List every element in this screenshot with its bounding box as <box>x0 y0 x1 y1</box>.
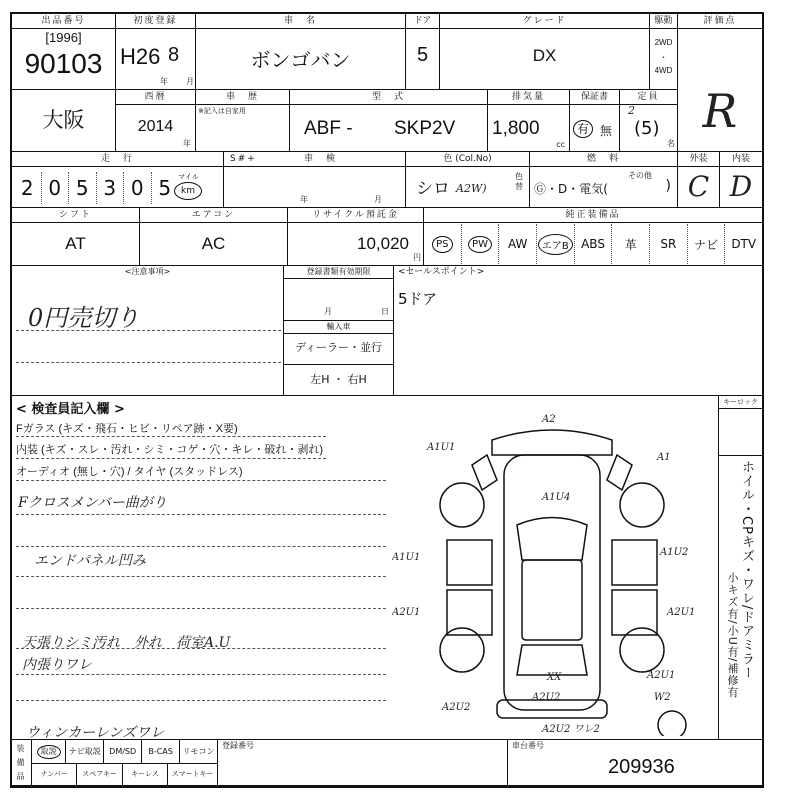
fglass-line: Fガラス (キズ・飛石・ヒビ・リペア跡・X要) <box>16 423 238 435</box>
footer-item: ナンバー <box>32 763 77 786</box>
displacement-unit: cc <box>556 140 565 149</box>
first-reg-month: 8 <box>168 44 180 66</box>
chassis-cell <box>508 740 762 786</box>
side-text-2: 小キズ有/小U有/補修有 <box>726 572 739 699</box>
capacity: (5) <box>634 118 660 139</box>
model-cell <box>290 90 488 152</box>
caution-cell <box>12 266 284 396</box>
hand-note: 天張りシミ汚れ 外れ 荷室A.U <box>22 635 231 651</box>
damage-label: A2U1 <box>392 607 421 618</box>
inspector-line <box>16 576 386 577</box>
equipment-list <box>424 224 762 264</box>
equipment-label: PW <box>468 236 492 253</box>
inspector-title: < 検査員記入欄 > <box>16 402 125 417</box>
car-windshield <box>517 518 587 561</box>
capacity-label: 定員 <box>620 90 677 105</box>
damage-label: A2U1 <box>667 607 696 618</box>
caution-line <box>16 362 281 363</box>
inspector-line <box>16 514 386 515</box>
lot-number: 90103 <box>24 48 103 79</box>
interior-label: 内装 <box>720 152 762 167</box>
lot-cell <box>12 14 116 90</box>
footer-equip-label-cell <box>12 740 32 786</box>
warranty-no: 無 <box>600 124 613 138</box>
ac-cell <box>140 208 288 266</box>
year: 2014 <box>137 118 174 135</box>
spare-tire <box>658 711 686 736</box>
recycle: 10,020 <box>357 234 409 253</box>
docs-day: 日 <box>381 307 389 316</box>
history-cell <box>196 90 290 152</box>
footer-item: スマートキー <box>171 770 214 778</box>
docs-month: 月 <box>324 307 332 316</box>
side-text-box <box>718 456 762 740</box>
warranty-label: 保証書 <box>570 90 619 105</box>
hand-note: 内張りワレ <box>22 657 92 673</box>
equipment-item <box>575 224 613 264</box>
right-side-front <box>612 540 657 585</box>
displacement: 1,800 <box>492 118 540 139</box>
model-prefix: ABF - <box>304 118 353 139</box>
fuel-options: Ⓖ・D・電気( <box>534 182 608 196</box>
car-name-cell <box>196 14 406 90</box>
grade-label: グレード <box>440 14 649 29</box>
shaken-month-unit: 月 <box>374 195 382 204</box>
first-reg-month-unit: 月 <box>186 77 194 86</box>
key-lock-box <box>718 396 762 456</box>
equipment-label: DTV <box>731 237 757 251</box>
equipment-label: SR <box>660 237 677 251</box>
equipment-item <box>725 224 762 264</box>
mileage-digit: 5 <box>69 172 97 204</box>
car-diagram <box>392 410 712 736</box>
mileage-digit: 0 <box>124 172 152 204</box>
inspector-line <box>16 608 386 609</box>
interior-cell <box>720 152 762 208</box>
damage-label: A1U4 <box>542 492 571 503</box>
shaken-label: 車 検 <box>304 154 338 164</box>
equipment-label: 純正装備品 <box>424 208 762 223</box>
sales-label: <セールスポイント> <box>398 267 485 277</box>
damage-label: A1U1 <box>392 552 421 563</box>
shaken-year-unit: 年 <box>300 195 308 204</box>
first-reg-era: H26 <box>120 44 161 69</box>
grade: DX <box>532 46 557 65</box>
damage-label: A2U2 <box>442 702 471 713</box>
equipment-item <box>688 224 726 264</box>
caution-label: <注意事項> <box>124 267 171 276</box>
ac: AC <box>201 234 226 253</box>
shift-label: シフト <box>12 208 139 223</box>
shaken-cell <box>224 152 406 208</box>
drive-cell <box>650 14 678 90</box>
color: シロ <box>416 179 450 199</box>
import-label: 輸入車 <box>284 320 393 334</box>
drive-label: 駆動 <box>650 14 677 29</box>
first-reg-year-unit: 年 <box>160 77 168 86</box>
footer-item: DM/SD <box>104 740 142 763</box>
lot-year: [1996] <box>45 30 82 45</box>
caution-line <box>16 330 281 331</box>
equipment-item <box>612 224 650 264</box>
steering-choice: 左H ・ 右H <box>310 373 367 386</box>
docs-label: 登録書類有効期限 <box>284 266 393 279</box>
footer-equip-grid <box>32 740 218 786</box>
history-label: 車 歴 <box>196 90 289 105</box>
score-cell <box>678 14 762 152</box>
displacement-label: 排気量 <box>488 90 569 105</box>
mileage-unit-km: km <box>174 182 202 200</box>
equipment-label: AW <box>507 237 528 251</box>
left-mirror <box>472 455 497 490</box>
car-rear-window <box>517 645 587 675</box>
mileage-digit: 2 <box>14 172 42 204</box>
region-cell <box>12 90 116 152</box>
dealer-choice: ディーラー・並行 <box>284 332 393 365</box>
reg-cell <box>218 740 508 786</box>
seisei-label: S#+ <box>224 152 405 167</box>
mileage-digit: 0 <box>42 172 70 204</box>
left-side-front <box>447 540 492 585</box>
key-lock-label: キーロック <box>719 396 762 409</box>
history-note: ※記入は自家用 <box>198 107 246 115</box>
model-code: SKP2V <box>394 118 456 139</box>
equipment-item <box>424 224 462 264</box>
wheel-front-left <box>440 483 484 527</box>
damage-label: W2 <box>654 692 671 703</box>
inspector-area <box>12 396 762 740</box>
mileage-label: 走 行 <box>12 152 223 167</box>
footer-item: ナビ取説 <box>66 740 104 763</box>
car-name: ボンゴバン <box>250 50 351 72</box>
shift: AT <box>65 234 86 253</box>
shift-cell <box>12 208 140 266</box>
warranty-cell <box>570 90 620 152</box>
sales-point: 5ドア <box>398 290 438 308</box>
color-change-label: 色替 <box>515 172 523 191</box>
recycle-cell <box>288 208 424 266</box>
footer-equip-label: 装備品 <box>16 744 25 781</box>
car-front-bumper <box>492 430 612 455</box>
footer-item: キーレス <box>123 763 168 786</box>
fuel-label: 燃 料 <box>530 152 677 167</box>
inspector-line <box>16 436 326 437</box>
lot-label: 出品番号 <box>12 14 115 29</box>
doors-label: ドア <box>406 14 439 29</box>
footer-item <box>32 740 66 763</box>
first-reg-cell <box>116 14 196 90</box>
auction-sheet <box>10 12 764 788</box>
fuel-other: その他 <box>628 171 652 180</box>
footer-item: B-CAS <box>142 740 180 763</box>
ac-label: エアコン <box>140 208 287 223</box>
year-unit: 年 <box>183 139 191 148</box>
footer-item: リモコン <box>182 747 215 756</box>
first-reg-label: 初度登録 <box>116 14 195 29</box>
damage-label: A2U2 ワレ2 <box>542 724 600 735</box>
footer-item: スペアキー <box>77 763 122 786</box>
equipment-label: ナビ <box>694 237 719 252</box>
mileage-digit: 5 <box>158 176 172 200</box>
wheel-front-right <box>620 483 664 527</box>
equipment-label: エアB <box>538 234 573 255</box>
doors-cell <box>406 14 440 90</box>
color-cell <box>406 152 530 208</box>
damage-label: A2 <box>542 414 556 425</box>
right-mirror <box>607 455 632 490</box>
score-label: 評価点 <box>678 14 762 29</box>
drive-4wd: 4WD <box>654 66 673 75</box>
inspector-line <box>16 458 326 459</box>
car-roof <box>522 560 582 640</box>
recycle-yen: 円 <box>413 253 421 262</box>
region: 大阪 <box>42 109 85 132</box>
equipment-label: ABS <box>581 237 605 251</box>
exterior-cell <box>678 152 720 208</box>
left-side-rear <box>447 590 492 635</box>
equipment-item <box>462 224 500 264</box>
hand-note: Fクロスメンバー曲がり <box>18 495 167 511</box>
hand-note: ウィンカーレンズワレ <box>26 725 165 741</box>
equipment-cell <box>424 208 762 266</box>
caution-hand: 0円売切り <box>28 304 140 332</box>
equipment-label: PS <box>432 236 452 253</box>
inspector-line <box>16 546 386 547</box>
color-label: 色 (Col.No) <box>406 152 529 167</box>
damage-label: A1U2 <box>660 547 689 558</box>
mileage-unit-mile: マイル <box>178 173 199 181</box>
damage-label: A2U2 <box>532 692 561 703</box>
audio-tire-line: オーディオ (無し・穴) / タイヤ (スタッドレス) <box>16 466 243 478</box>
equipment-item <box>537 224 575 264</box>
displacement-cell <box>488 90 570 152</box>
damage-label: A2U1 <box>647 670 676 681</box>
model-label: 型 式 <box>290 90 487 105</box>
inspector-line <box>16 480 386 481</box>
year-cell <box>116 90 196 152</box>
damage-label: A1U1 <box>427 442 456 453</box>
right-side-rear <box>612 590 657 635</box>
car-name-label: 車 名 <box>196 14 405 29</box>
interior: D <box>729 170 753 203</box>
footer-row-2 <box>32 763 217 786</box>
equipment-item <box>499 224 537 264</box>
mileage-cell <box>12 152 224 208</box>
fuel-cell <box>530 152 678 208</box>
fuel-close: ) <box>665 178 671 194</box>
hand-note: エンドパネル凹み <box>34 553 146 569</box>
equipment-item <box>650 224 688 264</box>
footer-row-1 <box>32 740 217 764</box>
drive-2wd: 2WD <box>654 38 673 47</box>
capacity-cell <box>620 90 678 152</box>
inspector-line <box>16 648 386 649</box>
inspector-line <box>16 674 386 675</box>
sales-cell <box>394 266 762 396</box>
drive-dot: ・ <box>659 53 668 62</box>
score: R <box>702 84 738 138</box>
inspector-line <box>16 700 386 701</box>
equipment-label: 革 <box>624 237 637 252</box>
docs-cell <box>284 266 394 396</box>
grade-cell <box>440 14 650 90</box>
chassis-number: 209936 <box>608 756 675 778</box>
mileage-digits <box>14 172 178 204</box>
side-text-1: ホイル・CPキズ・ワレ/ドアミラー <box>739 460 754 681</box>
doors: 5 <box>416 44 429 66</box>
chassis-label: 車台番号 <box>512 741 544 750</box>
mileage-digit: 3 <box>97 172 125 204</box>
warranty-yes: 有 <box>573 120 593 138</box>
capacity-hand: 2 <box>628 104 635 117</box>
recycle-label: リサイクル預託金 <box>288 208 423 223</box>
capacity-unit: 名 <box>667 139 675 148</box>
color-code: A2W) <box>456 182 487 195</box>
footer-item-label: 取説 <box>37 745 61 759</box>
exterior: C <box>687 170 710 203</box>
interior-line: 内装 (キズ・スレ・汚れ・シミ・コゲ・穴・キレ・破れ・剥れ) <box>16 444 324 456</box>
damage-label: XX <box>547 672 562 683</box>
year-label: 西暦 <box>116 90 195 105</box>
reg-label: 登録番号 <box>222 741 254 750</box>
damage-label: A1 <box>657 452 671 463</box>
exterior-label: 外装 <box>678 152 719 167</box>
